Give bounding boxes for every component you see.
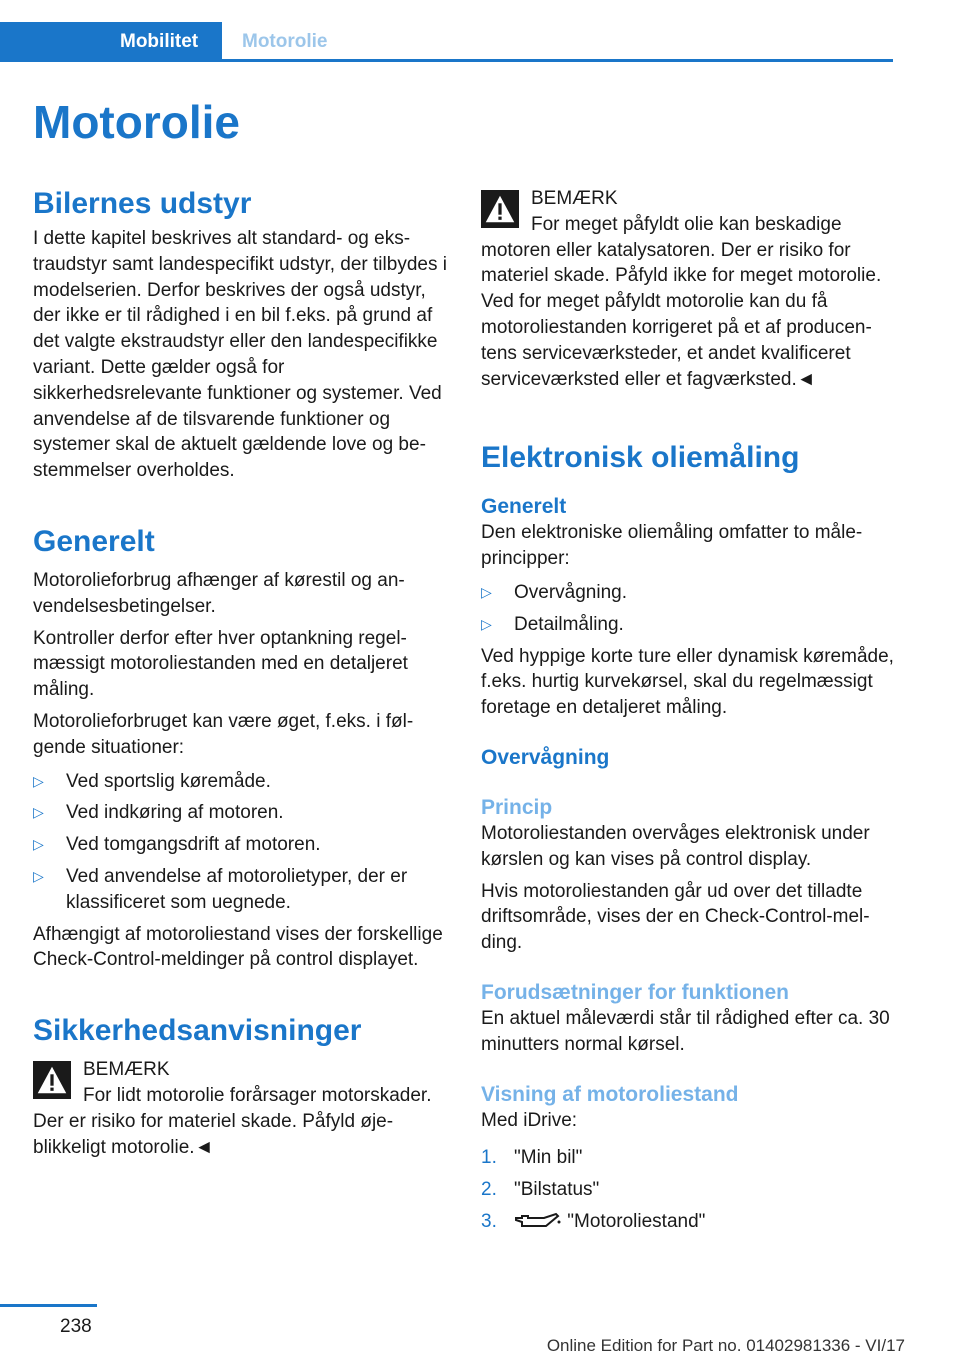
left-column xyxy=(33,186,447,1160)
paragraph-maaleprincipper: Den elektroniske oliemåling omfatter to måleprincipper: xyxy=(481,522,863,570)
warning-text: For lidt motorolie forårsager motorskader. Der er risiko for materiel skade. Påfyld øjeblikkeligt motorolie.◄ xyxy=(33,1084,432,1158)
heading-forudsaetninger: Forudsætninger for funktionen xyxy=(481,980,789,1004)
heading-elektronisk-oliemaaling: Elektronisk oliemåling xyxy=(481,441,800,475)
header-divider xyxy=(222,59,893,62)
list-item: ▷ Ved anvendelse af motorolietyper, der er klassificeret som uegnede. xyxy=(33,864,447,916)
paragraph-princip-1: Motoroliestanden overvåges elektronisk under kørslen og kan vises på control display. xyxy=(481,822,870,870)
paragraph-princip-2: Hvis motoroliestanden går ud over det tilladte driftsområde, vises der en Check-Control-melding. xyxy=(481,880,870,954)
right-column xyxy=(481,186,895,1241)
step-item: 2. "Bilstatus" xyxy=(481,1179,600,1201)
paragraph-check-control: Afhængigt af motoroliestand vises der forskellige Check-Control-meldinger på control displayet. xyxy=(33,923,443,971)
paragraph-korte-ture: Ved hyppige korte ture eller dynamisk køremåde, f.eks. hurtig kurvekørsel, skal du regelmæssigt foretage en detaljeret måling. xyxy=(481,645,894,719)
header-bar xyxy=(0,0,893,62)
list-item: ▷ Detailmåling. xyxy=(481,612,895,638)
heading-princip: Princip xyxy=(481,795,553,819)
heading-generelt-right: Generelt xyxy=(481,495,567,519)
situations-list xyxy=(33,769,447,916)
paragraph-kontroller: Kontroller derfor efter hver optankning regelmæssigt motoroliestanden med en detaljeret måling. xyxy=(33,627,408,701)
list-item: ▷ Overvågning. xyxy=(481,580,895,606)
paragraph-oeget: Motorolieforbruget kan være øget, f.eks. i følgende situationer: xyxy=(33,710,414,758)
warning-box-low-oil xyxy=(33,1057,447,1160)
warning-icon xyxy=(33,1061,71,1099)
warning-icon xyxy=(481,190,519,228)
tab-motorolie[interactable]: Motorolie xyxy=(242,31,328,52)
edition-note: Online Edition for Part no. 01402981336 - VI/17 xyxy=(546,1336,905,1355)
heading-overvaagning: Overvågning xyxy=(481,745,610,769)
paragraph-forudsaetninger: En aktuel måleværdi står til rådighed efter ca. 30 minutters normal kørsel. xyxy=(481,1007,890,1055)
heading-sikkerhedsanvisninger: Sikkerhedsanvisninger xyxy=(33,1014,362,1048)
warning-text: For meget påfyldt olie kan beskadige motoren eller katalysatoren. Der er risiko for materiel skade. Påfyld ikke for meget motorolie. Ved for meget påfyldt motorolie kan du få motoroliestanden korrigeret på et af producentens serviceværksteder, et andet kvalificeret serviceværksted eller et fagværksted.◄ xyxy=(481,213,882,390)
heading-generelt: Generelt xyxy=(33,524,155,558)
warning-label: BEMÆRK xyxy=(83,1059,170,1081)
list-item: ▷ Ved indkøring af motoren. xyxy=(33,800,447,826)
page-number: 238 xyxy=(60,1316,92,1337)
footer-divider xyxy=(0,1304,97,1307)
paragraph-forbrug: Motorolieforbrug afhænger af kørestil og anvendelsesbetingelser. xyxy=(33,569,405,617)
step-item: 3. "Motoroliestand" xyxy=(481,1210,706,1232)
paragraph-idrive: Med iDrive: xyxy=(481,1109,578,1131)
page-title: Motorolie xyxy=(33,96,240,148)
heading-visning: Visning af motoroliestand xyxy=(481,1082,739,1106)
warning-label: BEMÆRK xyxy=(531,188,618,209)
paragraph-udstyr: I dette kapitel beskrives alt standard- og ekstraudstyr samt landespecifikt udstyr, der tilbydes i modelserien. Derfor beskrives der også udstyr, der ikke er til rådighed i en bil f.eks. på grund af det valgte ekstraudstyr eller den landespecifikke variant. Dette gælder også for sikkerhedsrelevante funktioner og systemer. Ved anvendelse af de tilsvarende funktioner og systemer skal de aktuelt gældende love og bestemmelser overholdes. xyxy=(33,228,447,482)
heading-bilernes-udstyr: Bilernes udstyr xyxy=(33,187,252,220)
step-item: 1. "Min bil" xyxy=(481,1147,583,1169)
warning-box-overfill xyxy=(481,186,895,392)
list-item: ▷ Ved tomgangsdrift af motoren. xyxy=(33,832,447,858)
steps-list xyxy=(481,1145,895,1234)
principles-list xyxy=(481,580,895,638)
list-item: ▷ Ved sportslig køremåde. xyxy=(33,769,447,795)
oil-can-icon xyxy=(514,1212,562,1232)
tab-mobilitet[interactable]: Mobilitet xyxy=(0,22,222,62)
